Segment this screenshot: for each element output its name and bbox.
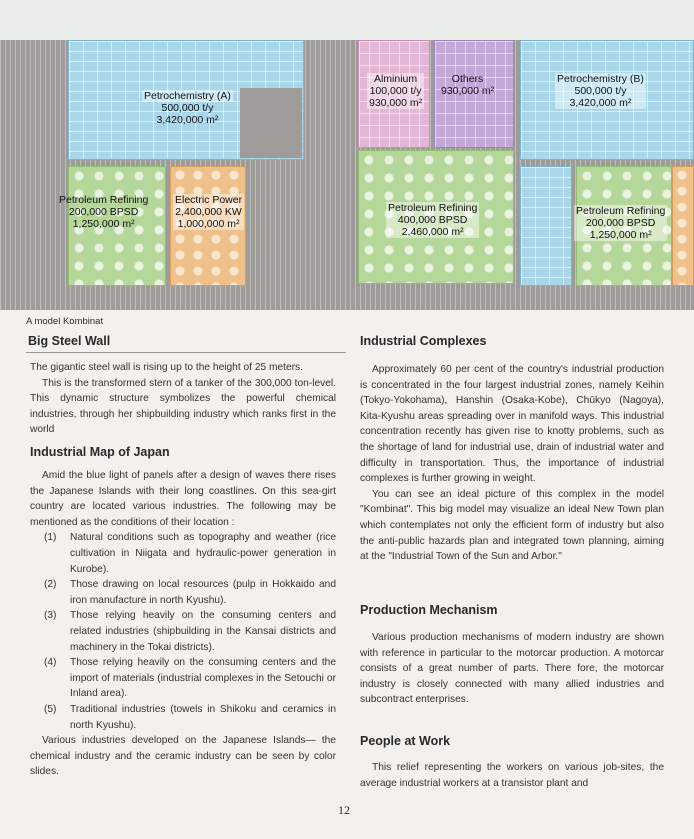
paragraph-production-mechanism — [360, 630, 664, 708]
list-item: (1) Natural conditions such as topography and weather (rice cultivation in Niigata and hydraulic-power generation in Kurobe). — [44, 532, 336, 575]
heading-industrial-complexes: Industrial Complexes — [360, 334, 487, 348]
paragraph-people-at-work — [360, 760, 664, 791]
paragraph-steel-wall — [30, 360, 336, 438]
label-petrochemistry-b: Petrochemistry (B) 500,000 t/y 3,420,000 m² — [557, 73, 644, 109]
list-item: (5) Traditional industries (towels in Shikoku and ceramics in north Kyushu). — [44, 703, 336, 731]
label-aluminium: Alminium 100,000 t/y 930,000 m² — [369, 73, 423, 109]
text-steel-wall-2: This is the transformed stern of a tanker of the 300,000 ton-level. This dynamic structure symbolizes the powerful chemical industries, through her shipbuilding industry which ranks first in the world — [30, 377, 336, 436]
label-refining-left: Petroleum Refining 200,000 BPSD 1,250,000 m² — [59, 194, 149, 230]
heading-people-at-work: People at Work — [360, 734, 451, 748]
paragraph-industrial-map — [30, 468, 336, 780]
divider — [26, 352, 346, 353]
text-industrial-map: Amid the blue light of panels after a design of waves there rises the Japanese Islands with their long coastlines. On this sea-girt country are located various industries. The following may be mentioned as the conditions of their location : — [30, 470, 336, 528]
heading-big-steel-wall: Big Steel Wall — [28, 334, 111, 348]
conditions-list — [30, 530, 336, 733]
zone-orange-edge — [672, 166, 694, 286]
heading-production-mechanism: Production Mechanism — [360, 603, 498, 617]
label-refining-center: Petroleum Refining 400,000 BPSD 2,460,000 m² — [388, 202, 478, 238]
upper-strip — [0, 0, 694, 40]
text-complexes-1: Approximately 60 per cent of the country's industrial production is concentrated in the four largest industrial zones, namely Keihin (Tokyo-Yokohama), Hanshin (Osaka-Kobe), Chūkyo (Nagoya), Kita-Kyushu areas spreading over in manifold ways. This industrial concentration recently has given rise to knotty problems, such as the shortage of land for industrial use, drain of industrial water and difficulty in transportation. Thus, the importance of industrial complexes is further growing in weight. — [360, 364, 664, 485]
kombinat-model-photo — [0, 0, 694, 310]
label-others: Others 930,000 m² — [441, 73, 495, 97]
list-item: (3) Those relying heavily on the consuming centers and related industries (shipbuilding in the Kansai districts and machinery in the Tokai districts). — [44, 610, 336, 653]
map-caption: A model Kombinat — [26, 316, 104, 327]
text-steel-wall-1: The gigantic steel wall is rising up to the height of 25 meters. — [30, 362, 303, 373]
paragraph-industrial-complexes — [360, 362, 664, 565]
label-electric-power: Electric Power 2,400,000 KW 1,000,000 m² — [175, 194, 243, 230]
text-complexes-2: You can see an ideal picture of this complex in the model "Kombinat". This big model may visualize an ideal New Town plan which contemplates not only the efficient form of industry but also the anti-public hazards plan and integrated town planning, aiming at the "Industrial Town of the Sun and Arbor." — [360, 488, 664, 563]
text-production: Various production mechanisms of modern industry are shown with reference in particular to the motorcar production. A motorcar consists of a great number of parts. There fore, the motorcar industry is closely connected with many allied industries and subcontract enterprises. — [360, 632, 664, 706]
zone-blue-small — [520, 166, 572, 286]
text-various-industries: Various industries developed on the Japanese Islands— the chemical industry and the ceramic industry can be seen by color slides. — [30, 735, 336, 778]
list-item: (4) Those relying heavily on the consuming centers and the import of materials (industrial complexes in the Setouchi or Inland area). — [44, 657, 336, 700]
label-refining-right: Petroleum Refining 200,000 BPSD 1,250,000 m² — [576, 205, 666, 241]
text-people-at-work: This relief representing the workers on various job-sites, the average industrial workers at a transistor plant and — [360, 762, 664, 789]
heading-industrial-map: Industrial Map of Japan — [30, 445, 170, 459]
label-petrochemistry-a: Petrochemistry (A) 500,000 t/y 3,420,000 m² — [144, 90, 231, 126]
page-number: 12 — [338, 803, 350, 817]
cutout-gray — [240, 88, 302, 158]
list-item: (2) Those drawing on local resources (pulp in Hokkaido and iron manufacture in north Kyushu). — [44, 579, 336, 606]
